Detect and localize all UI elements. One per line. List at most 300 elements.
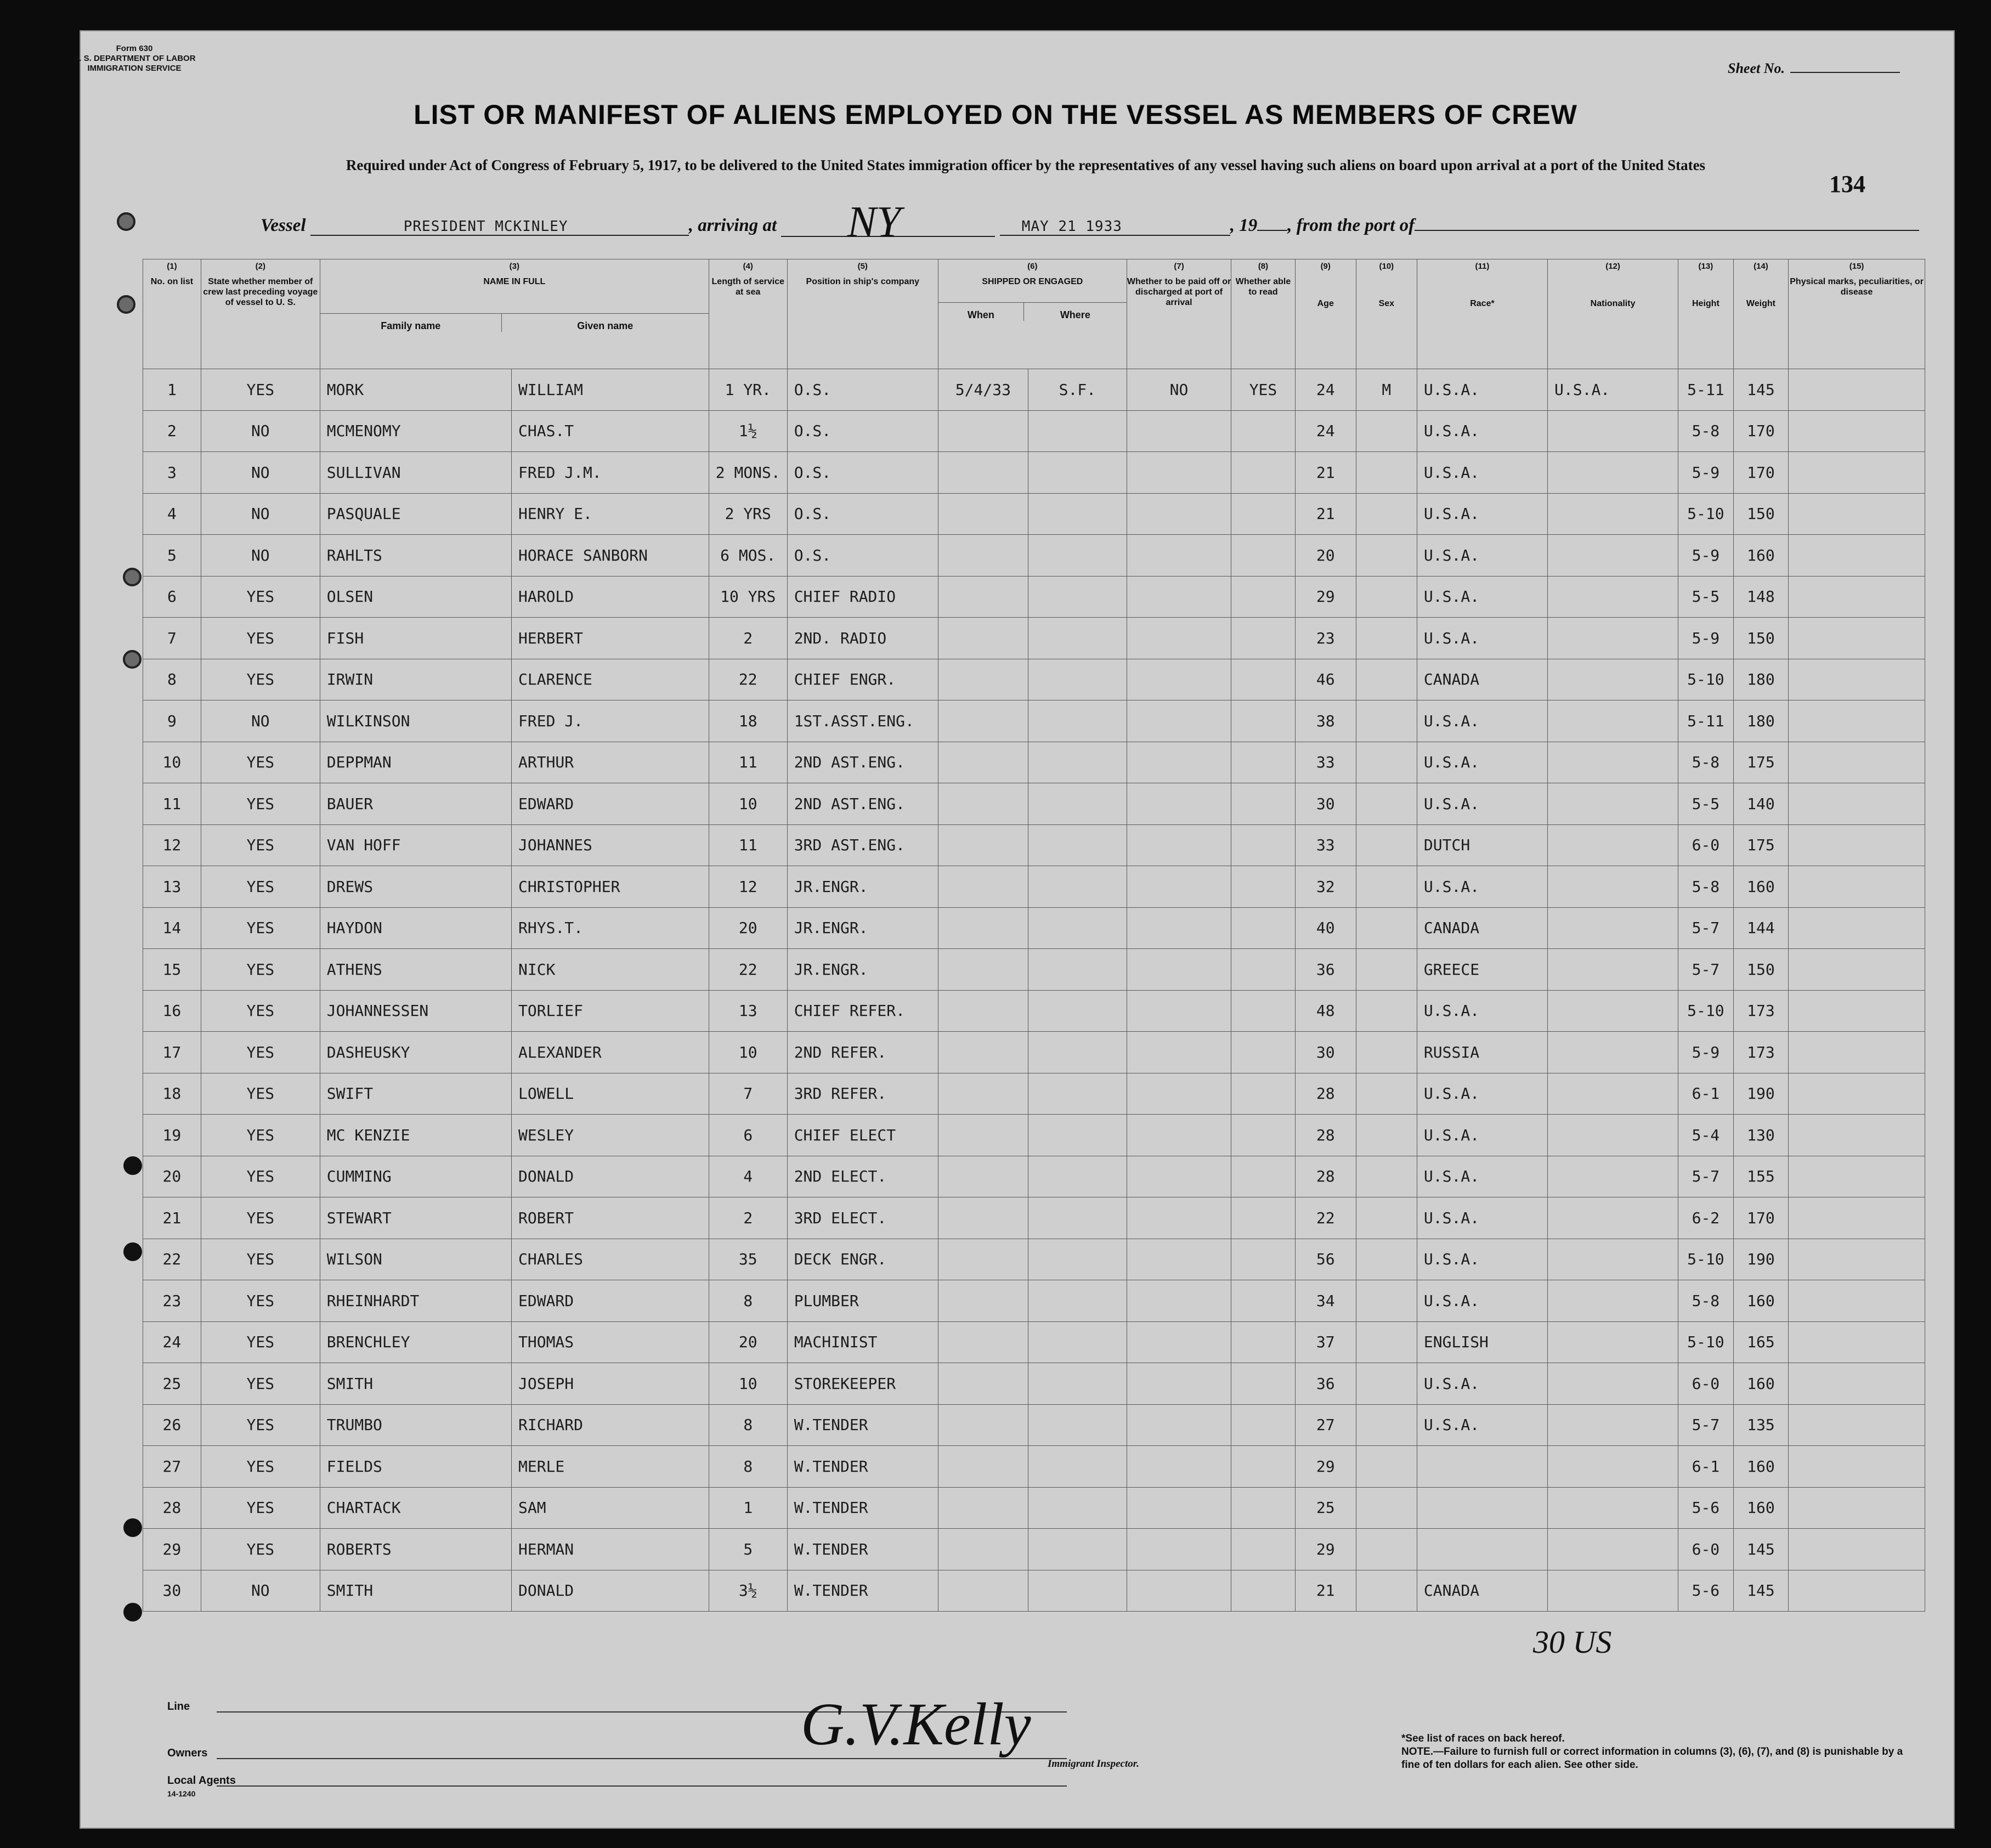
given-name-cell: RICHARD: [512, 1404, 709, 1446]
family-name-cell: HAYDON: [320, 907, 511, 949]
height-cell: 5-11: [1678, 369, 1734, 411]
weight-cell: 130: [1733, 1115, 1789, 1156]
physical-marks-cell: [1789, 1156, 1925, 1197]
family-name-cell: TRUMBO: [320, 1404, 511, 1446]
age-cell: 22: [1295, 1197, 1356, 1239]
height-cell: 6-2: [1678, 1197, 1734, 1239]
height-cell: 6-0: [1678, 1529, 1734, 1570]
given-name-cell: ARTHUR: [512, 742, 709, 783]
family-name-cell: CHARTACK: [320, 1487, 511, 1529]
shipped-when-cell: [938, 1073, 1028, 1115]
paid-off-cell: [1127, 1073, 1231, 1115]
given-name-cell: WESLEY: [512, 1115, 709, 1156]
row-number: 11: [143, 783, 201, 825]
races-note: *See list of races on back hereof.: [1401, 1733, 1565, 1744]
weight-cell: 148: [1733, 576, 1789, 618]
shipped-where-cell: [1028, 452, 1127, 494]
table-row: [143, 618, 1925, 659]
family-name-cell: SMITH: [320, 1363, 511, 1405]
age-cell: 29: [1295, 576, 1356, 618]
sex-cell: [1356, 410, 1417, 452]
given-name-cell: FRED J.: [512, 700, 709, 742]
family-name-cell: PASQUALE: [320, 493, 511, 535]
shipped-when-cell: [938, 1032, 1028, 1073]
row-number: 22: [143, 1239, 201, 1280]
paid-off-cell: [1127, 1404, 1231, 1446]
shipped-when-cell: [938, 410, 1028, 452]
sex-cell: [1356, 907, 1417, 949]
weight-cell: 160: [1733, 1446, 1789, 1488]
family-name-cell: STEWART: [320, 1197, 511, 1239]
shipped-when-cell: [938, 1446, 1028, 1488]
physical-marks-cell: [1789, 1115, 1925, 1156]
able-to-read-cell: [1231, 618, 1295, 659]
prev-voyage-cell: NO: [201, 535, 320, 577]
prev-voyage-cell: YES: [201, 907, 320, 949]
able-to-read-cell: [1231, 410, 1295, 452]
family-name-cell: CUMMING: [320, 1156, 511, 1197]
table-row: [143, 1570, 1925, 1612]
nationality-cell: [1548, 410, 1678, 452]
age-cell: 40: [1295, 907, 1356, 949]
weight-cell: 160: [1733, 1280, 1789, 1322]
given-name-cell: CLARENCE: [512, 659, 709, 700]
shipped-when-cell: [938, 1239, 1028, 1280]
row-number: 23: [143, 1280, 201, 1322]
prev-voyage-cell: NO: [201, 493, 320, 535]
position-cell: 3RD ELECT.: [787, 1197, 938, 1239]
shipped-when-cell: [938, 700, 1028, 742]
height-cell: 5-8: [1678, 742, 1734, 783]
sex-cell: [1356, 1156, 1417, 1197]
race-cell: U.S.A.: [1417, 1363, 1547, 1405]
sex-cell: [1356, 1404, 1417, 1446]
position-cell: DECK ENGR.: [787, 1239, 938, 1280]
height-cell: 5-5: [1678, 576, 1734, 618]
arriving-port: NY: [847, 198, 901, 246]
shipped-where-cell: [1028, 493, 1127, 535]
shipped-where-cell: [1028, 866, 1127, 908]
vessel-line: [261, 198, 1919, 246]
col-header-given-name: Given name: [577, 320, 634, 331]
height-cell: 5-8: [1678, 1280, 1734, 1322]
family-name-cell: MCMENOMY: [320, 410, 511, 452]
height-cell: 6-0: [1678, 1363, 1734, 1405]
shipped-where-cell: [1028, 1280, 1127, 1322]
table-row: [143, 452, 1925, 494]
physical-marks-cell: [1789, 1404, 1925, 1446]
vessel-name: PRESIDENT MCKINLEY: [310, 218, 689, 236]
race-cell: U.S.A.: [1417, 1156, 1547, 1197]
physical-marks-cell: [1789, 618, 1925, 659]
arriving-port-field: [781, 198, 995, 246]
row-number: 27: [143, 1446, 201, 1488]
shipped-when-cell: [938, 907, 1028, 949]
shipped-where-cell: [1028, 1529, 1127, 1570]
row-number: 3: [143, 452, 201, 494]
page-number: 134: [1829, 171, 1865, 197]
prev-voyage-cell: YES: [201, 990, 320, 1032]
row-number: 4: [143, 493, 201, 535]
col-header-prev-voyage: (2) State whether member of crew last preceding voyage of vessel to U. S.: [201, 259, 320, 369]
row-number: 24: [143, 1321, 201, 1363]
race-cell: U.S.A.: [1417, 535, 1547, 577]
paid-off-cell: [1127, 1115, 1231, 1156]
shipped-where-cell: [1028, 535, 1127, 577]
shipped-where-cell: [1028, 1073, 1127, 1115]
family-name-cell: FISH: [320, 618, 511, 659]
race-cell: U.S.A.: [1417, 700, 1547, 742]
position-cell: MACHINIST: [787, 1321, 938, 1363]
height-cell: 5-4: [1678, 1115, 1734, 1156]
physical-marks-cell: [1789, 452, 1925, 494]
height-cell: 5-10: [1678, 493, 1734, 535]
paid-off-cell: [1127, 618, 1231, 659]
shipped-when-cell: [938, 1115, 1028, 1156]
table-row: [143, 1446, 1925, 1488]
table-row: [143, 1115, 1925, 1156]
physical-marks-cell: [1789, 369, 1925, 411]
age-cell: 46: [1295, 659, 1356, 700]
position-cell: 1ST.ASST.ENG.: [787, 700, 938, 742]
table-row: [143, 1197, 1925, 1239]
weight-cell: 135: [1733, 1404, 1789, 1446]
shipped-where-cell: S.F.: [1028, 369, 1127, 411]
prev-voyage-cell: YES: [201, 1363, 320, 1405]
nationality-cell: [1548, 949, 1678, 991]
year-label: , 19: [1230, 216, 1258, 235]
weight-cell: 173: [1733, 1032, 1789, 1073]
nationality-cell: [1548, 742, 1678, 783]
table-row: [143, 1363, 1925, 1405]
physical-marks-cell: [1789, 1446, 1925, 1488]
race-cell: U.S.A.: [1417, 742, 1547, 783]
row-number: 19: [143, 1115, 201, 1156]
weight-cell: 150: [1733, 949, 1789, 991]
family-name-cell: IRWIN: [320, 659, 511, 700]
shipped-when-cell: [938, 1197, 1028, 1239]
sex-cell: [1356, 783, 1417, 825]
able-to-read-cell: [1231, 493, 1295, 535]
race-cell: DUTCH: [1417, 824, 1547, 866]
shipped-where-cell: [1028, 1156, 1127, 1197]
row-number: 16: [143, 990, 201, 1032]
position-cell: W.TENDER: [787, 1404, 938, 1446]
weight-cell: 150: [1733, 493, 1789, 535]
race-cell: U.S.A.: [1417, 576, 1547, 618]
family-name-cell: SWIFT: [320, 1073, 511, 1115]
able-to-read-cell: [1231, 535, 1295, 577]
physical-marks-cell: [1789, 1529, 1925, 1570]
nationality-cell: [1548, 493, 1678, 535]
service-cell: 35: [709, 1239, 787, 1280]
physical-marks-cell: [1789, 990, 1925, 1032]
family-name-cell: MC KENZIE: [320, 1115, 511, 1156]
position-cell: W.TENDER: [787, 1529, 938, 1570]
prev-voyage-cell: NO: [201, 410, 320, 452]
height-cell: 5-7: [1678, 1156, 1734, 1197]
sex-cell: [1356, 742, 1417, 783]
position-cell: JR.ENGR.: [787, 866, 938, 908]
shipped-where-cell: [1028, 1487, 1127, 1529]
shipped-when-cell: [938, 824, 1028, 866]
position-cell: 3RD AST.ENG.: [787, 824, 938, 866]
prev-voyage-cell: YES: [201, 824, 320, 866]
given-name-cell: DONALD: [512, 1156, 709, 1197]
family-name-cell: DREWS: [320, 866, 511, 908]
service-cell: 8: [709, 1280, 787, 1322]
family-name-cell: WILSON: [320, 1239, 511, 1280]
nationality-cell: [1548, 907, 1678, 949]
nationality-cell: [1548, 1073, 1678, 1115]
paid-off-cell: [1127, 1239, 1231, 1280]
height-cell: 5-10: [1678, 659, 1734, 700]
shipped-when-cell: [938, 1404, 1028, 1446]
weight-cell: 180: [1733, 659, 1789, 700]
sex-cell: [1356, 535, 1417, 577]
physical-marks-cell: [1789, 1363, 1925, 1405]
position-cell: CHIEF REFER.: [787, 990, 938, 1032]
shipped-where-cell: [1028, 1321, 1127, 1363]
sex-cell: [1356, 493, 1417, 535]
able-to-read-cell: [1231, 1032, 1295, 1073]
position-cell: 2ND REFER.: [787, 1032, 938, 1073]
family-name-cell: SULLIVAN: [320, 452, 511, 494]
given-name-cell: CHAS.T: [512, 410, 709, 452]
given-name-cell: HENRY E.: [512, 493, 709, 535]
document-subtitle: Required under Act of Congress of February 5, 1917, to be delivered to the United States immigration officer by the representatives of any vessel having such aliens on board upon arrival at a port of the United States: [346, 157, 1706, 173]
family-name-cell: SMITH: [320, 1570, 511, 1612]
row-number: 8: [143, 659, 201, 700]
race-cell: CANADA: [1417, 907, 1547, 949]
shipped-when-cell: [938, 1570, 1028, 1612]
nationality-cell: [1548, 535, 1678, 577]
service-cell: 22: [709, 949, 787, 991]
age-cell: 27: [1295, 1404, 1356, 1446]
given-name-cell: ROBERT: [512, 1197, 709, 1239]
department-name: U. S. DEPARTMENT OF LABOR: [73, 54, 196, 63]
position-cell: W.TENDER: [787, 1570, 938, 1612]
binder-hole: [123, 1603, 142, 1621]
shipped-when-cell: [938, 535, 1028, 577]
service-cell: 4: [709, 1156, 787, 1197]
physical-marks-cell: [1789, 1073, 1925, 1115]
weight-cell: 190: [1733, 1073, 1789, 1115]
position-cell: O.S.: [787, 410, 938, 452]
position-cell: 2ND ELECT.: [787, 1156, 938, 1197]
col-header-service: (4) Length of service at sea: [709, 259, 787, 369]
row-number: 6: [143, 576, 201, 618]
paid-off-cell: [1127, 1321, 1231, 1363]
table-row: [143, 1280, 1925, 1322]
family-name-cell: ATHENS: [320, 949, 511, 991]
physical-marks-cell: [1789, 783, 1925, 825]
shipped-when-cell: [938, 949, 1028, 991]
year-blank: [1257, 230, 1287, 231]
race-cell: U.S.A.: [1417, 990, 1547, 1032]
position-cell: CHIEF ELECT: [787, 1115, 938, 1156]
service-cell: 1: [709, 1487, 787, 1529]
race-cell: CANADA: [1417, 659, 1547, 700]
col-header-shipped: (6) SHIPPED OR ENGAGED When Where: [938, 259, 1127, 369]
family-name-cell: RHEINHARDT: [320, 1280, 511, 1322]
table-row: [143, 866, 1925, 908]
paid-off-cell: [1127, 907, 1231, 949]
binder-hole: [123, 568, 142, 586]
row-number: 1: [143, 369, 201, 411]
nationality-cell: [1548, 866, 1678, 908]
service-cell: 22: [709, 659, 787, 700]
race-cell: [1417, 1487, 1547, 1529]
nationality-cell: [1548, 1115, 1678, 1156]
able-to-read-cell: [1231, 1404, 1295, 1446]
form-code: 14-1240: [167, 1789, 196, 1798]
prev-voyage-cell: YES: [201, 1321, 320, 1363]
position-cell: STOREKEEPER: [787, 1363, 938, 1405]
row-number: 20: [143, 1156, 201, 1197]
age-cell: 38: [1295, 700, 1356, 742]
paid-off-cell: [1127, 700, 1231, 742]
service-cell: 12: [709, 866, 787, 908]
given-name-cell: DONALD: [512, 1570, 709, 1612]
sex-cell: [1356, 659, 1417, 700]
able-to-read-cell: [1231, 576, 1295, 618]
sex-cell: [1356, 576, 1417, 618]
row-number: 30: [143, 1570, 201, 1612]
sheet-number-label: Sheet No.: [1728, 60, 1785, 76]
row-number: 12: [143, 824, 201, 866]
given-name-cell: JOHANNES: [512, 824, 709, 866]
age-cell: 24: [1295, 410, 1356, 452]
sex-cell: [1356, 1570, 1417, 1612]
weight-cell: 145: [1733, 1529, 1789, 1570]
age-cell: 33: [1295, 742, 1356, 783]
sex-cell: [1356, 1115, 1417, 1156]
table-row: [143, 1032, 1925, 1073]
shipped-when-cell: [938, 1280, 1028, 1322]
nationality-cell: [1548, 1280, 1678, 1322]
shipped-where-cell: [1028, 410, 1127, 452]
given-name-cell: HERBERT: [512, 618, 709, 659]
age-cell: 20: [1295, 535, 1356, 577]
able-to-read-cell: [1231, 1363, 1295, 1405]
weight-cell: 170: [1733, 1197, 1789, 1239]
race-cell: U.S.A.: [1417, 1073, 1547, 1115]
able-to-read-cell: [1231, 824, 1295, 866]
height-cell: 5-10: [1678, 990, 1734, 1032]
position-cell: 3RD REFER.: [787, 1073, 938, 1115]
agents-blank: [217, 1785, 1067, 1787]
sex-cell: [1356, 700, 1417, 742]
family-name-cell: DEPPMAN: [320, 742, 511, 783]
prev-voyage-cell: YES: [201, 866, 320, 908]
position-cell: CHIEF ENGR.: [787, 659, 938, 700]
age-cell: 32: [1295, 866, 1356, 908]
table-row: [143, 907, 1925, 949]
nationality-cell: [1548, 700, 1678, 742]
nationality-cell: [1548, 824, 1678, 866]
penalty-note: NOTE.—Failure to furnish full or correct information in columns (3), (6), (7), and (8) is punishable by a fine of ten dollars for each alien. See other side.: [1401, 1746, 1903, 1771]
family-name-cell: VAN HOFF: [320, 824, 511, 866]
given-name-cell: HAROLD: [512, 576, 709, 618]
col-header-nationality: (12) Nationality: [1548, 259, 1678, 369]
able-to-read-cell: [1231, 1197, 1295, 1239]
shipped-where-cell: [1028, 1197, 1127, 1239]
table-row: [143, 535, 1925, 577]
row-number: 29: [143, 1529, 201, 1570]
prev-voyage-cell: YES: [201, 1404, 320, 1446]
race-cell: GREECE: [1417, 949, 1547, 991]
given-name-cell: CHARLES: [512, 1239, 709, 1280]
race-cell: [1417, 1446, 1547, 1488]
physical-marks-cell: [1789, 1487, 1925, 1529]
physical-marks-cell: [1789, 1032, 1925, 1073]
inspector-label: Immigrant Inspector.: [1048, 1758, 1139, 1770]
table-row: [143, 783, 1925, 825]
row-number: 26: [143, 1404, 201, 1446]
family-name-cell: RAHLTS: [320, 535, 511, 577]
race-cell: U.S.A.: [1417, 493, 1547, 535]
family-name-cell: JOHANNESSEN: [320, 990, 511, 1032]
sex-cell: [1356, 1239, 1417, 1280]
prev-voyage-cell: YES: [201, 659, 320, 700]
given-name-cell: EDWARD: [512, 783, 709, 825]
shipped-where-cell: [1028, 1032, 1127, 1073]
sex-cell: [1356, 1446, 1417, 1488]
given-name-cell: FRED J.M.: [512, 452, 709, 494]
prev-voyage-cell: YES: [201, 369, 320, 411]
paid-off-cell: [1127, 866, 1231, 908]
weight-cell: 175: [1733, 742, 1789, 783]
given-name-cell: SAM: [512, 1487, 709, 1529]
paid-off-cell: [1127, 535, 1231, 577]
shipped-where-cell: [1028, 907, 1127, 949]
physical-marks-cell: [1789, 410, 1925, 452]
sex-cell: [1356, 949, 1417, 991]
given-name-cell: HORACE SANBORN: [512, 535, 709, 577]
row-number: 21: [143, 1197, 201, 1239]
physical-marks-cell: [1789, 493, 1925, 535]
paid-off-cell: [1127, 742, 1231, 783]
sex-cell: [1356, 1487, 1417, 1529]
weight-cell: 190: [1733, 1239, 1789, 1280]
physical-marks-cell: [1789, 700, 1925, 742]
service-cell: 6 MOS.: [709, 535, 787, 577]
able-to-read-cell: [1231, 742, 1295, 783]
nationality-cell: [1548, 990, 1678, 1032]
col-header-where: Where: [1060, 309, 1090, 320]
prev-voyage-cell: YES: [201, 618, 320, 659]
shipped-when-cell: [938, 742, 1028, 783]
position-cell: JR.ENGR.: [787, 907, 938, 949]
height-cell: 5-9: [1678, 1032, 1734, 1073]
shipped-when-cell: 5/4/33: [938, 369, 1028, 411]
service-cell: 10 YRS: [709, 576, 787, 618]
service-cell: 2: [709, 1197, 787, 1239]
prev-voyage-cell: YES: [201, 1073, 320, 1115]
height-cell: 6-1: [1678, 1073, 1734, 1115]
given-name-cell: RHYS.T.: [512, 907, 709, 949]
prev-voyage-cell: YES: [201, 783, 320, 825]
family-name-cell: MORK: [320, 369, 511, 411]
height-cell: 5-10: [1678, 1321, 1734, 1363]
col-header-when: When: [938, 303, 1024, 321]
row-number: 2: [143, 410, 201, 452]
paid-off-cell: [1127, 1197, 1231, 1239]
table-row: [143, 1156, 1925, 1197]
shipped-when-cell: [938, 493, 1028, 535]
binder-hole: [123, 650, 142, 669]
